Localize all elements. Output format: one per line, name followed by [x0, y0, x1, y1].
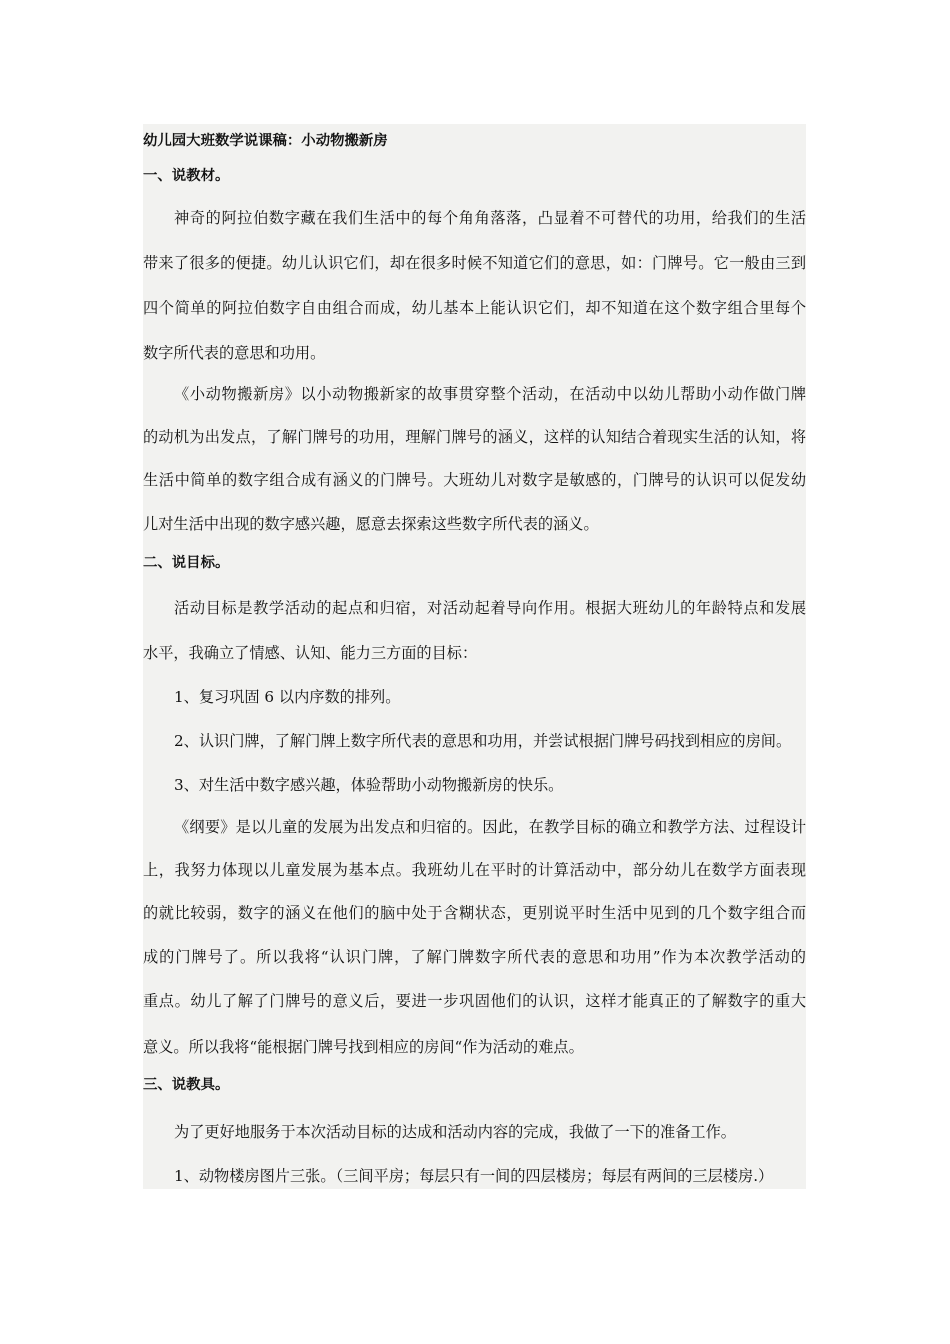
list-item: 1、复习巩固 6 以内序数的排列。 — [174, 688, 401, 706]
paragraph-line: 的就比较弱，数字的涵义在他们的脑中处于含糊状态，更别说平时生活中见到的几个数字组合而 — [143, 904, 806, 922]
section-heading: 一、说教材。 — [143, 168, 230, 184]
paragraph-line: 为了更好地服务于本次活动目标的达成和活动内容的完成，我做了一下的准备工作。 — [174, 1123, 736, 1141]
paragraph-line: 的动机为出发点，了解门牌号的功用，理解门牌号的涵义，这样的认知结合着现实生活的认知，将 — [143, 428, 806, 446]
paragraph-line: 水平，我确立了情感、认知、能力三方面的目标： — [143, 644, 478, 662]
paragraph-line: 生活中简单的数字组合成有涵义的门牌号。大班幼儿对数字是敏感的，门牌号的认识可以促发幼 — [143, 471, 806, 489]
list-item: 3、对生活中数字感兴趣，体验帮助小动物搬新房的快乐。 — [174, 776, 564, 794]
paragraph-line: 带来了很多的便捷。幼儿认识它们，却在很多时候不知道它们的意思，如：门牌号。它一般由三到 — [143, 254, 806, 272]
section-heading: 二、说目标。 — [143, 555, 230, 571]
list-item: 2、认识门牌，了解门牌上数字所代表的意思和功用，并尝试根据门牌号码找到相应的房间。 — [174, 732, 792, 750]
paragraph-line: 上，我努力体现以儿童发展为基本点。我班幼儿在平时的计算活动中，部分幼儿在数学方面表现 — [143, 861, 806, 879]
paragraph-line: 《纲要》是以儿童的发展为出发点和归宿的。因此，在教学目标的确立和教学方法、过程设计 — [174, 818, 806, 836]
paragraph-line: 数字所代表的意思和功用。 — [143, 344, 326, 362]
section-heading: 三、说教具。 — [143, 1077, 230, 1093]
paragraph-line: 四个简单的阿拉伯数字自由组合而成，幼儿基本上能认识它们，却不知道在这个数字组合里每个 — [143, 299, 806, 317]
paragraph-line: 成的门牌号了。所以我将“认识门牌，了解门牌数字所代表的意思和功用”作为本次教学活动的 — [143, 948, 806, 966]
paragraph-line: 重点。幼儿了解了门牌号的意义后，要进一步巩固他们的认识，这样才能真正的了解数字的重大 — [143, 992, 806, 1010]
document-page — [143, 124, 806, 1189]
list-item: 1、动物楼房图片三张。（三间平房；每层只有一间的四层楼房；每层有两间的三层楼房.） — [174, 1167, 774, 1185]
paragraph-line: 神奇的阿拉伯数字藏在我们生活中的每个角角落落，凸显着不可替代的功用，给我们的生活 — [174, 209, 806, 227]
paragraph-line: 《小动物搬新房》以小动物搬新家的故事贯穿整个活动，在活动中以幼儿帮助小动作做门牌 — [174, 385, 806, 403]
paragraph-line: 意义。所以我将“能根据门牌号找到相应的房间“作为活动的难点。 — [143, 1038, 584, 1056]
paragraph-line: 活动目标是教学活动的起点和归宿，对活动起着导向作用。根据大班幼儿的年龄特点和发展 — [174, 599, 806, 617]
paragraph-line: 儿对生活中出现的数字感兴趣，愿意去探索这些数字所代表的涵义。 — [143, 515, 599, 533]
document-title: 幼儿园大班数学说课稿：小动物搬新房 — [143, 133, 388, 149]
